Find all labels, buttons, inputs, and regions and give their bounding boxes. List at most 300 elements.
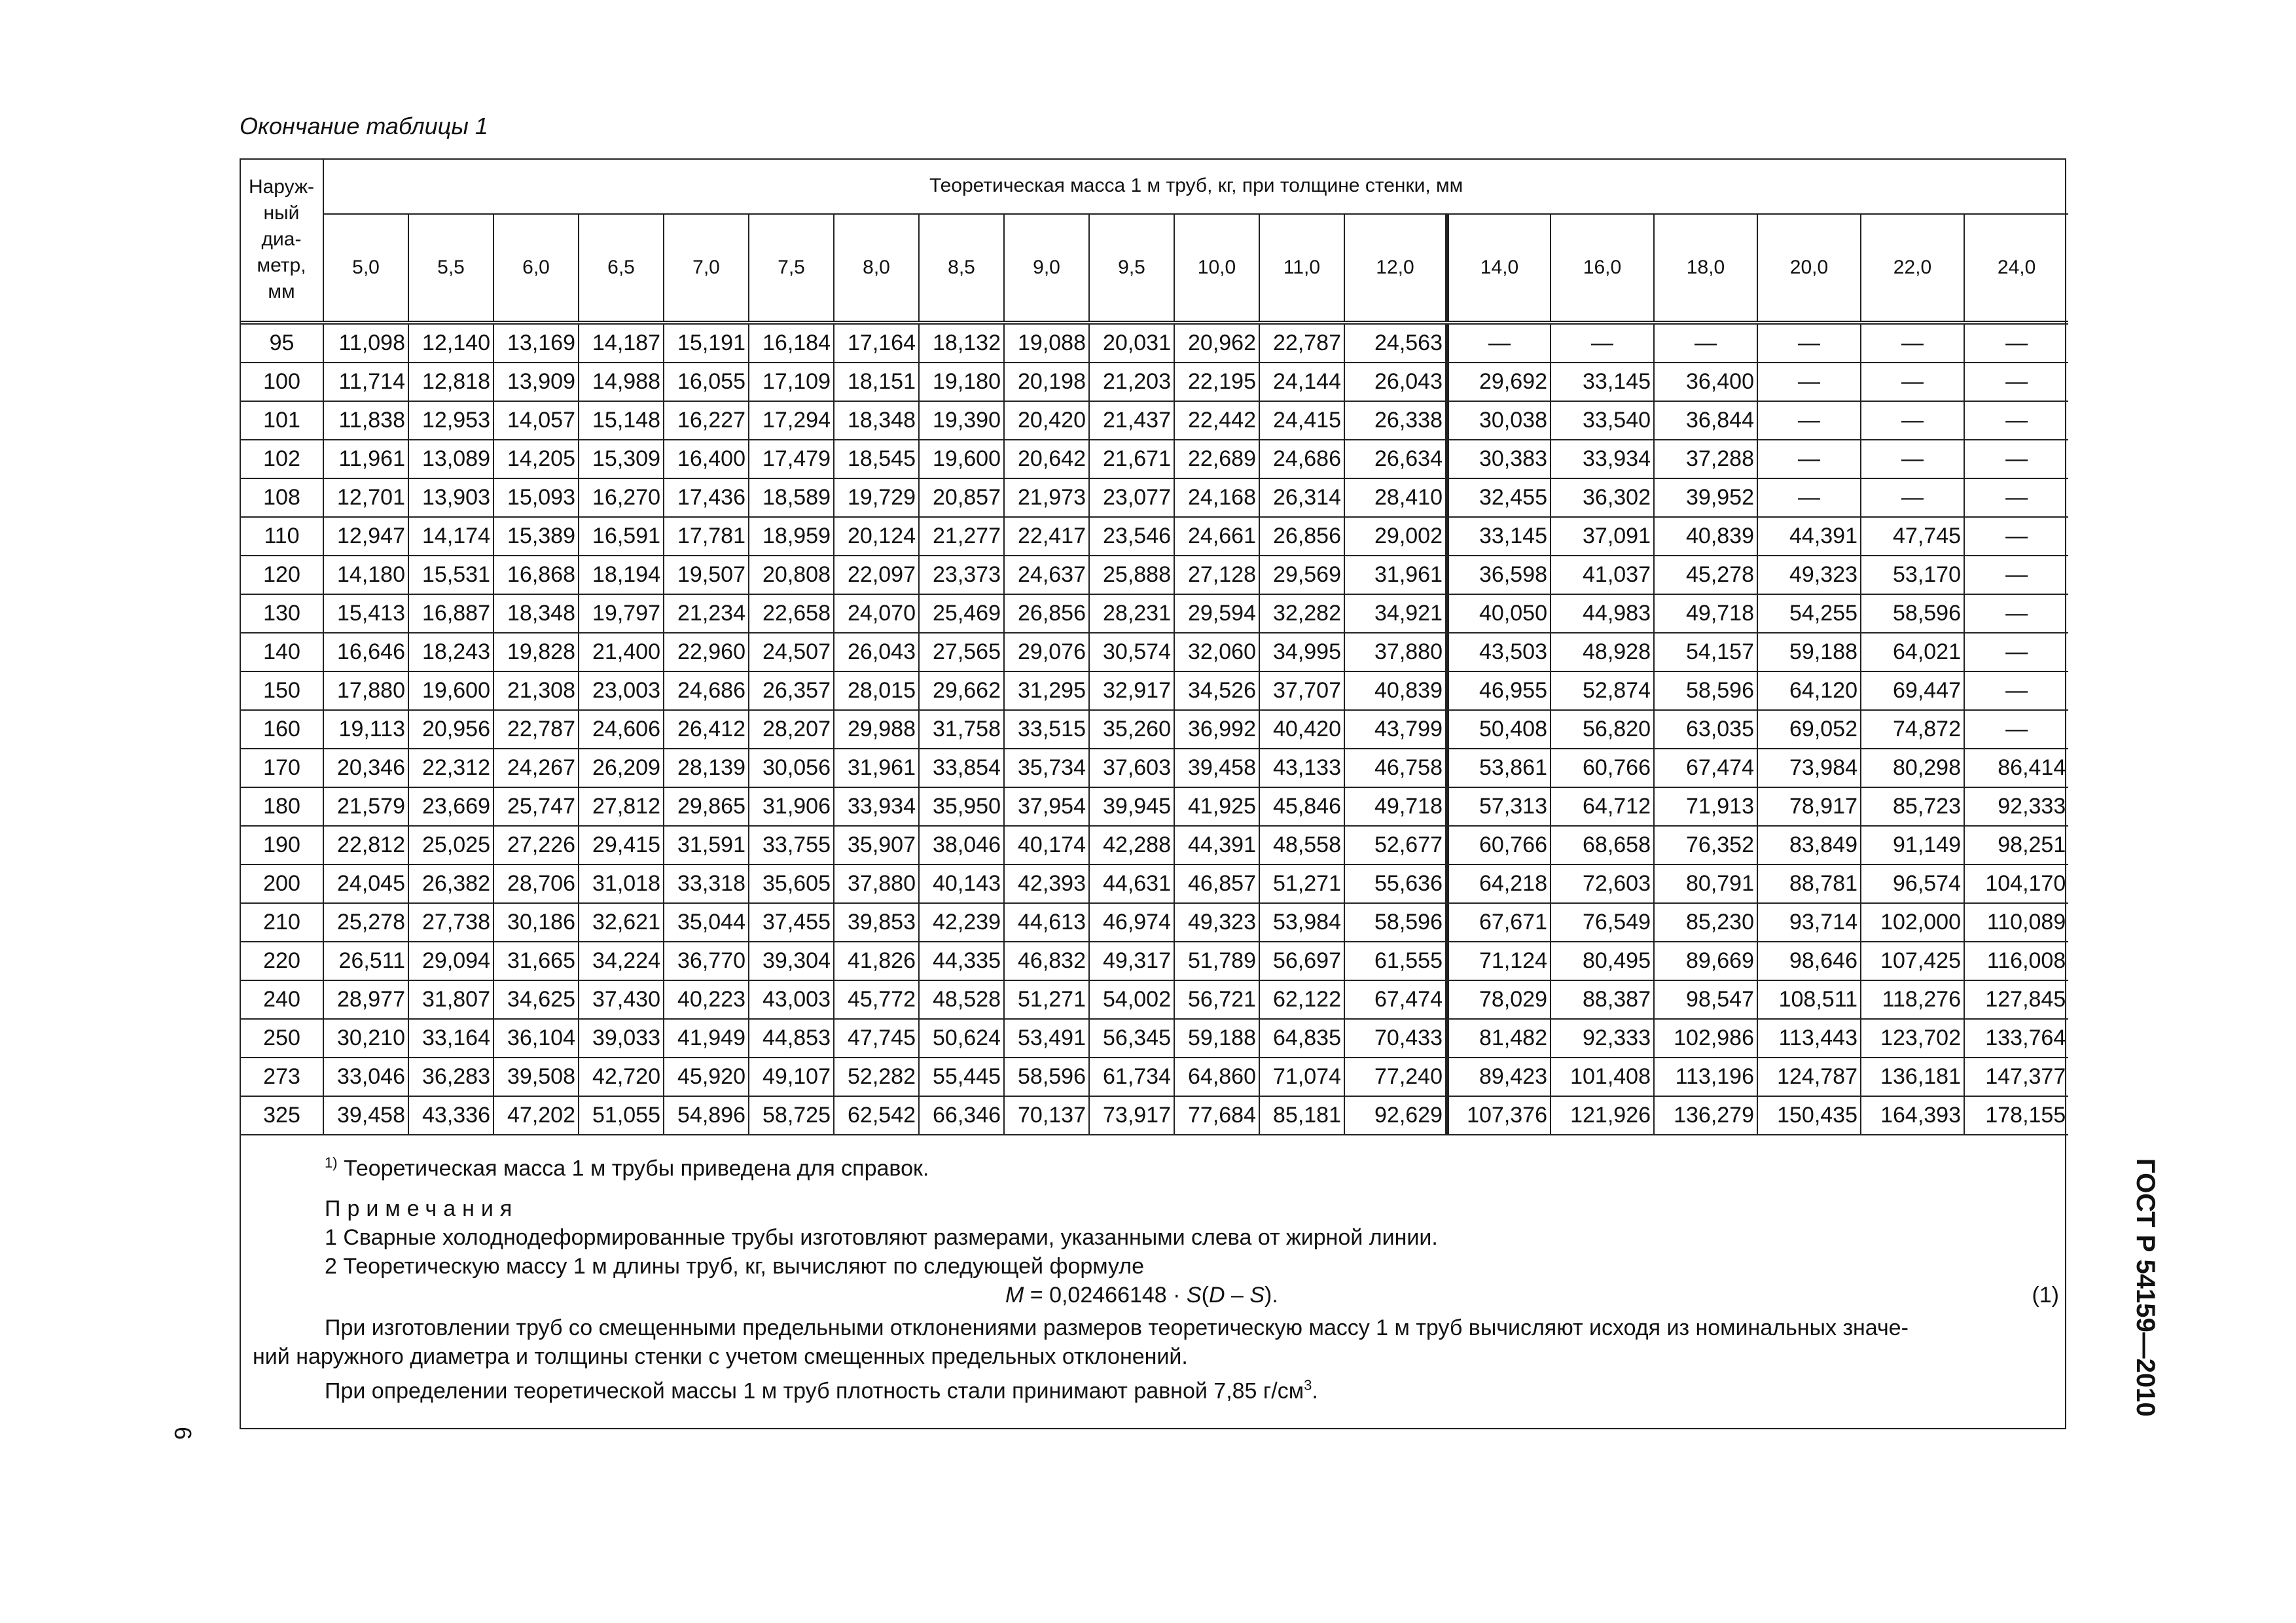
mass-cell: 85,723	[1861, 787, 1964, 826]
mass-cell: 18,589	[749, 478, 834, 517]
mass-cell: 20,031	[1089, 323, 1174, 363]
footnote: $^{1)}$ Теоретическая масса 1 м трубы приведена для справок.	[325, 1154, 929, 1181]
diameter-cell: 210	[240, 903, 323, 942]
mass-cell: 21,973	[1004, 478, 1089, 517]
mass-cell: 18,959	[749, 517, 834, 556]
mass-cell: 71,124	[1447, 942, 1551, 980]
mass-table	[240, 158, 2068, 1135]
table-row	[240, 517, 2068, 556]
mass-cell: 25,747	[493, 787, 579, 826]
diameter-cell: 101	[240, 401, 323, 440]
mass-cell: 45,772	[834, 980, 919, 1019]
mass-cell: 80,791	[1654, 865, 1757, 903]
mass-cell: 26,856	[1259, 517, 1344, 556]
mass-cell: 107,425	[1861, 942, 1964, 980]
thickness-header: 16,0	[1551, 214, 1654, 323]
mass-cell: 36,844	[1654, 401, 1757, 440]
mass-cell: 28,231	[1089, 594, 1174, 633]
mass-cell: 22,442	[1174, 401, 1259, 440]
notes-block	[253, 1149, 2059, 1406]
mass-cell: 78,917	[1757, 787, 1861, 826]
mass-cell: 44,613	[1004, 903, 1089, 942]
mass-cell: 46,974	[1089, 903, 1174, 942]
mass-cell: 23,003	[579, 671, 664, 710]
mass-cell: 22,417	[1004, 517, 1089, 556]
mass-cell: 31,906	[749, 787, 834, 826]
page-number: 6	[170, 1427, 196, 1440]
mass-cell: 54,255	[1757, 594, 1861, 633]
mass-cell: 27,812	[579, 787, 664, 826]
mass-cell: 48,528	[919, 980, 1004, 1019]
mass-cell: 31,665	[493, 942, 579, 980]
mass-cell: 39,508	[493, 1058, 579, 1096]
thickness-header: 24,0	[1964, 214, 2068, 323]
diameter-cell: 240	[240, 980, 323, 1019]
mass-cell: 34,921	[1344, 594, 1447, 633]
mass-cell: 37,954	[1004, 787, 1089, 826]
mass-cell: 14,205	[493, 440, 579, 478]
thickness-header: 7,0	[664, 214, 749, 323]
mass-cell: 29,594	[1174, 594, 1259, 633]
mass-cell: 43,336	[408, 1096, 493, 1135]
formula-line	[325, 1281, 2059, 1310]
mass-cell: 16,400	[664, 440, 749, 478]
mass-cell: 46,857	[1174, 865, 1259, 903]
mass-cell: 52,677	[1344, 826, 1447, 865]
mass-cell: 113,196	[1654, 1058, 1757, 1096]
mass-cell: 37,880	[834, 865, 919, 903]
mass-cell: 64,021	[1861, 633, 1964, 671]
table-row	[240, 594, 2068, 633]
mass-cell: 18,194	[579, 556, 664, 594]
mass-cell: 22,658	[749, 594, 834, 633]
mass-cell: 16,270	[579, 478, 664, 517]
mass-cell: 21,671	[1089, 440, 1174, 478]
mass-cell: 92,333	[1551, 1019, 1654, 1058]
mass-cell: 108,511	[1757, 980, 1861, 1019]
table-row	[240, 633, 2068, 671]
thickness-header-row	[240, 214, 2068, 323]
mass-cell: 49,107	[749, 1058, 834, 1096]
mass-cell: 121,926	[1551, 1096, 1654, 1135]
mass-cell: 49,317	[1089, 942, 1174, 980]
mass-cell: 48,928	[1551, 633, 1654, 671]
mass-cell: 33,934	[1551, 440, 1654, 478]
mass-cell: 71,074	[1259, 1058, 1344, 1096]
mass-cell: 42,393	[1004, 865, 1089, 903]
mass-cell: 41,037	[1551, 556, 1654, 594]
mass-cell: 54,002	[1089, 980, 1174, 1019]
mass-cell: 40,174	[1004, 826, 1089, 865]
mass-cell: 56,820	[1551, 710, 1654, 749]
mass-cell: 14,988	[579, 363, 664, 401]
thickness-header: 6,5	[579, 214, 664, 323]
diameter-cell: 190	[240, 826, 323, 865]
mass-cell: 46,955	[1447, 671, 1551, 710]
mass-cell: 28,706	[493, 865, 579, 903]
mass-cell: 33,145	[1551, 363, 1654, 401]
table-row	[240, 980, 2068, 1019]
mass-cell: 11,838	[323, 401, 408, 440]
mass-cell: 51,789	[1174, 942, 1259, 980]
mass-cell: 22,689	[1174, 440, 1259, 478]
diameter-cell: 140	[240, 633, 323, 671]
mass-cell: 77,240	[1344, 1058, 1447, 1096]
mass-cell: 29,692	[1447, 363, 1551, 401]
mass-cell: 13,089	[408, 440, 493, 478]
mass-cell: 15,413	[323, 594, 408, 633]
mass-cell: 41,949	[664, 1019, 749, 1058]
mass-cell: 71,913	[1654, 787, 1757, 826]
mass-cell: —	[1757, 323, 1861, 363]
mass-cell: 86,414	[1964, 749, 2068, 787]
mass-cell: 26,209	[579, 749, 664, 787]
diameter-header: Наруж- ный диа- метр, мм	[240, 158, 323, 323]
mass-cell: 19,600	[408, 671, 493, 710]
mass-cell: 29,002	[1344, 517, 1447, 556]
mass-cell: 20,198	[1004, 363, 1089, 401]
mass-cell: 37,091	[1551, 517, 1654, 556]
mass-cell: 55,636	[1344, 865, 1447, 903]
diameter-cell: 95	[240, 323, 323, 363]
mass-cell: 24,563	[1344, 323, 1447, 363]
mass-cell: 54,896	[664, 1096, 749, 1135]
table-row	[240, 787, 2068, 826]
mass-cell: 30,383	[1447, 440, 1551, 478]
mass-cell: 24,267	[493, 749, 579, 787]
mass-cell: —	[1654, 323, 1757, 363]
mass-cell: 32,917	[1089, 671, 1174, 710]
mass-cell: 36,770	[664, 942, 749, 980]
mass-cell: 37,880	[1344, 633, 1447, 671]
mass-cell: 39,458	[323, 1096, 408, 1135]
mass-cell: —	[1964, 633, 2068, 671]
mass-cell: 72,603	[1551, 865, 1654, 903]
mass-cell: 88,781	[1757, 865, 1861, 903]
mass-cell: 88,387	[1551, 980, 1654, 1019]
mass-cell: 17,436	[664, 478, 749, 517]
mass-cell: 20,962	[1174, 323, 1259, 363]
diameter-cell: 273	[240, 1058, 323, 1096]
mass-cell: 21,308	[493, 671, 579, 710]
mass-cell: 69,447	[1861, 671, 1964, 710]
mass-cell: 17,294	[749, 401, 834, 440]
mass-cell: 33,854	[919, 749, 1004, 787]
mass-cell: 29,569	[1259, 556, 1344, 594]
mass-cell: 35,044	[664, 903, 749, 942]
table-caption: Окончание таблицы 1	[240, 113, 488, 139]
mass-cell: 59,188	[1174, 1019, 1259, 1058]
mass-cell: 27,738	[408, 903, 493, 942]
mass-cell: 20,346	[323, 749, 408, 787]
mass-cell: 22,312	[408, 749, 493, 787]
mass-cell: 113,443	[1757, 1019, 1861, 1058]
mass-cell: 24,045	[323, 865, 408, 903]
diameter-cell: 108	[240, 478, 323, 517]
table-row	[240, 556, 2068, 594]
mass-cell: 27,128	[1174, 556, 1259, 594]
mass-cell: 36,302	[1551, 478, 1654, 517]
mass-cell: 20,420	[1004, 401, 1089, 440]
mass-cell: 26,314	[1259, 478, 1344, 517]
mass-cell: 45,846	[1259, 787, 1344, 826]
mass-cell: 11,714	[323, 363, 408, 401]
mass-cell: 116,008	[1964, 942, 2068, 980]
mass-cell: 37,288	[1654, 440, 1757, 478]
mass-cell: 50,408	[1447, 710, 1551, 749]
mass-cell: 21,277	[919, 517, 1004, 556]
mass-cell: 20,124	[834, 517, 919, 556]
mass-cell: 13,903	[408, 478, 493, 517]
mass-cell: 35,734	[1004, 749, 1089, 787]
mass-cell: 33,755	[749, 826, 834, 865]
mass-cell: 64,218	[1447, 865, 1551, 903]
mass-cell: 76,352	[1654, 826, 1757, 865]
mass-cell: 17,164	[834, 323, 919, 363]
mass-cell: 61,555	[1344, 942, 1447, 980]
mass-cell: 64,120	[1757, 671, 1861, 710]
mass-cell: 19,600	[919, 440, 1004, 478]
formula-number: (1)	[2032, 1283, 2059, 1308]
mass-cell: 30,574	[1089, 633, 1174, 671]
mass-cell: 102,986	[1654, 1019, 1757, 1058]
mass-cell: 52,282	[834, 1058, 919, 1096]
mass-cell: 29,988	[834, 710, 919, 749]
mass-cell: 44,391	[1757, 517, 1861, 556]
mass-cell: 19,390	[919, 401, 1004, 440]
diameter-cell: 120	[240, 556, 323, 594]
mass-cell: 19,088	[1004, 323, 1089, 363]
table-row	[240, 401, 2068, 440]
mass-cell: 37,707	[1259, 671, 1344, 710]
mass-cell: 26,412	[664, 710, 749, 749]
mass-cell: 31,758	[919, 710, 1004, 749]
mass-cell: —	[1757, 478, 1861, 517]
diameter-cell: 102	[240, 440, 323, 478]
mass-cell: 40,420	[1259, 710, 1344, 749]
mass-cell: 67,474	[1344, 980, 1447, 1019]
mass-cell: 18,151	[834, 363, 919, 401]
mass-cell: 53,861	[1447, 749, 1551, 787]
paragraph-2: При определении теоретической массы 1 м труб плотность стали принимают равной 7,85 $г/см^3$.	[325, 1377, 1318, 1404]
mass-cell: 21,234	[664, 594, 749, 633]
mass-cell: 70,433	[1344, 1019, 1447, 1058]
mass-cell: 42,239	[919, 903, 1004, 942]
mass-cell: —	[1964, 671, 2068, 710]
mass-cell: 26,043	[834, 633, 919, 671]
mass-cell: 39,033	[579, 1019, 664, 1058]
table-body	[240, 323, 2068, 1135]
mass-cell: 14,057	[493, 401, 579, 440]
mass-cell: 46,758	[1344, 749, 1447, 787]
mass-cell: 37,455	[749, 903, 834, 942]
mass-cell: 28,977	[323, 980, 408, 1019]
mass-cell: 18,243	[408, 633, 493, 671]
mass-cell: 133,764	[1964, 1019, 2068, 1058]
mass-cell: 33,046	[323, 1058, 408, 1096]
mass-cell: 39,853	[834, 903, 919, 942]
mass-cell: 31,295	[1004, 671, 1089, 710]
mass-cell: 64,835	[1259, 1019, 1344, 1058]
mass-cell: 33,934	[834, 787, 919, 826]
diameter-cell: 180	[240, 787, 323, 826]
mass-cell: 43,133	[1259, 749, 1344, 787]
mass-cell: 39,304	[749, 942, 834, 980]
mass-cell: 62,542	[834, 1096, 919, 1135]
mass-cell: —	[1964, 323, 2068, 363]
thickness-header: 8,0	[834, 214, 919, 323]
mass-cell: 23,546	[1089, 517, 1174, 556]
table-row	[240, 671, 2068, 710]
mass-cell: 36,104	[493, 1019, 579, 1058]
thickness-header: 22,0	[1861, 214, 1964, 323]
mass-cell: 33,540	[1551, 401, 1654, 440]
mass-cell: 24,415	[1259, 401, 1344, 440]
mass-cell: 59,188	[1757, 633, 1861, 671]
mass-cell: 12,140	[408, 323, 493, 363]
mass-cell: 26,856	[1004, 594, 1089, 633]
mass-cell: 43,003	[749, 980, 834, 1019]
mass-cell: 16,184	[749, 323, 834, 363]
thickness-header: 8,5	[919, 214, 1004, 323]
mass-cell: 91,149	[1861, 826, 1964, 865]
mass-cell: 35,605	[749, 865, 834, 903]
mass-cell: 43,503	[1447, 633, 1551, 671]
mass-cell: —	[1447, 323, 1551, 363]
mass-cell: 29,865	[664, 787, 749, 826]
mass-cell: 98,251	[1964, 826, 2068, 865]
mass-cell: 33,515	[1004, 710, 1089, 749]
mass-cell: 58,596	[1861, 594, 1964, 633]
diameter-cell: 170	[240, 749, 323, 787]
mass-cell: —	[1964, 363, 2068, 401]
mass-cell: 23,077	[1089, 478, 1174, 517]
mass-cell: 64,712	[1551, 787, 1654, 826]
mass-cell: 45,920	[664, 1058, 749, 1096]
mass-cell: 39,458	[1174, 749, 1259, 787]
mass-cell: 13,169	[493, 323, 579, 363]
mass-cell: 55,445	[919, 1058, 1004, 1096]
table-row	[240, 749, 2068, 787]
mass-cell: 16,646	[323, 633, 408, 671]
mass-cell: 30,038	[1447, 401, 1551, 440]
mass-cell: 11,961	[323, 440, 408, 478]
mass-cell: 29,076	[1004, 633, 1089, 671]
mass-cell: 15,093	[493, 478, 579, 517]
mass-cell: 104,170	[1964, 865, 2068, 903]
mass-cell: 107,376	[1447, 1096, 1551, 1135]
thickness-header: 14,0	[1447, 214, 1551, 323]
mass-cell: 22,960	[664, 633, 749, 671]
mass-cell: 51,055	[579, 1096, 664, 1135]
mass-cell: 63,035	[1654, 710, 1757, 749]
mass-cell: 150,435	[1757, 1096, 1861, 1135]
mass-cell: 92,333	[1964, 787, 2068, 826]
mass-cell: 85,230	[1654, 903, 1757, 942]
table-row	[240, 1096, 2068, 1135]
diameter-cell: 220	[240, 942, 323, 980]
mass-cell: 85,181	[1259, 1096, 1344, 1135]
mass-cell: 73,917	[1089, 1096, 1174, 1135]
mass-cell: 73,984	[1757, 749, 1861, 787]
mass-cell: 127,845	[1964, 980, 2068, 1019]
mass-cell: 67,671	[1447, 903, 1551, 942]
mass-cell: 19,113	[323, 710, 408, 749]
mass-cell: 34,224	[579, 942, 664, 980]
table-row	[240, 942, 2068, 980]
mass-cell: 16,591	[579, 517, 664, 556]
table-row	[240, 710, 2068, 749]
mass-cell: 26,511	[323, 942, 408, 980]
mass-cell: 33,145	[1447, 517, 1551, 556]
mass-cell: 19,180	[919, 363, 1004, 401]
mass-cell: 25,469	[919, 594, 1004, 633]
mass-cell: 15,148	[579, 401, 664, 440]
mass-cell: 25,888	[1089, 556, 1174, 594]
table-row	[240, 1019, 2068, 1058]
mass-cell: 78,029	[1447, 980, 1551, 1019]
mass-cell: —	[1861, 440, 1964, 478]
mass-cell: 35,950	[919, 787, 1004, 826]
standard-id: ГОСТ Р 54159—2010	[2131, 1158, 2160, 1417]
mass-cell: 178,155	[1964, 1096, 2068, 1135]
mass-cell: 34,625	[493, 980, 579, 1019]
mass-cell: 35,907	[834, 826, 919, 865]
mass-cell: 37,430	[579, 980, 664, 1019]
note-1: 1 Сварные холоднодеформированные трубы изготовляют размерами, указанными слева от жирной линии.	[325, 1225, 1438, 1251]
mass-cell: 53,491	[1004, 1019, 1089, 1058]
mass-cell: 19,507	[664, 556, 749, 594]
mass-cell: —	[1861, 363, 1964, 401]
mass-cell: 26,634	[1344, 440, 1447, 478]
mass-cell: 16,227	[664, 401, 749, 440]
mass-cell: 22,787	[493, 710, 579, 749]
mass-cell: 98,646	[1757, 942, 1861, 980]
mass-cell: 58,596	[1344, 903, 1447, 942]
mass-cell: 23,373	[919, 556, 1004, 594]
mass-cell: 24,686	[664, 671, 749, 710]
mass-cell: 22,097	[834, 556, 919, 594]
mass-cell: 16,055	[664, 363, 749, 401]
mass-cell: 58,725	[749, 1096, 834, 1135]
mass-cell: 77,684	[1174, 1096, 1259, 1135]
mass-cell: 58,596	[1654, 671, 1757, 710]
mass-cell: 136,181	[1861, 1058, 1964, 1096]
mass-cell: —	[1757, 363, 1861, 401]
mass-cell: 24,070	[834, 594, 919, 633]
mass-cell: —	[1964, 556, 2068, 594]
table-row	[240, 903, 2068, 942]
mass-cell: 81,482	[1447, 1019, 1551, 1058]
mass-cell: 53,170	[1861, 556, 1964, 594]
mass-cell: 57,313	[1447, 787, 1551, 826]
mass-cell: 49,718	[1344, 787, 1447, 826]
mass-cell: 48,558	[1259, 826, 1344, 865]
mass-cell: —	[1551, 323, 1654, 363]
mass-cell: 12,947	[323, 517, 408, 556]
mass-cell: 26,382	[408, 865, 493, 903]
mass-cell: 12,818	[408, 363, 493, 401]
mass-cell: 15,309	[579, 440, 664, 478]
mass-cell: 136,279	[1654, 1096, 1757, 1135]
mass-cell: 62,122	[1259, 980, 1344, 1019]
mass-cell: 98,547	[1654, 980, 1757, 1019]
thickness-header: 9,5	[1089, 214, 1174, 323]
mass-cell: 24,606	[579, 710, 664, 749]
mass-cell: 15,389	[493, 517, 579, 556]
mass-cell: 18,132	[919, 323, 1004, 363]
mass-cell: 52,874	[1551, 671, 1654, 710]
